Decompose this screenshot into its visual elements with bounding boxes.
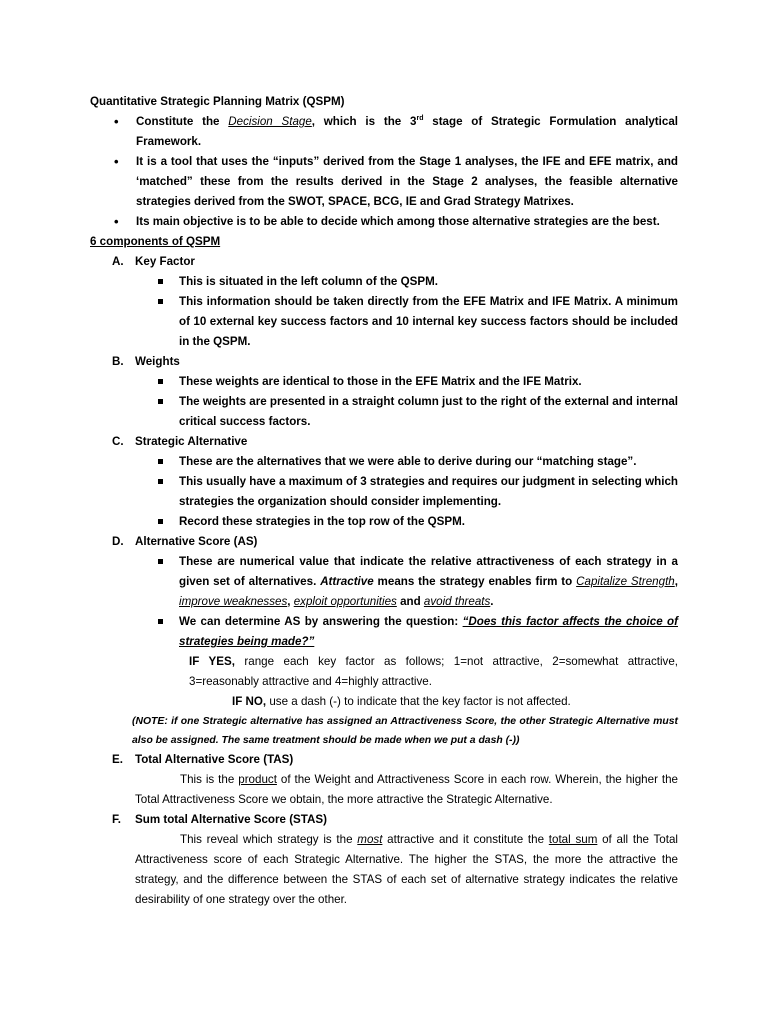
section-a-list xyxy=(90,272,678,352)
section-e-title: Total Alternative Score (TAS) xyxy=(135,753,294,766)
intro-bullet-1-pre: Constitute the xyxy=(136,115,229,128)
d-item1-pre: These are numerical value that indicate the relative attractiveness of each strategy in a given set of alternatives. xyxy=(179,555,678,588)
section-a-letter: A. xyxy=(112,255,124,268)
intro-bullet-2: • It is a tool that uses the “inputs” derived from the Stage 1 analyses, the IFE and EFE matrix, and ‘matched” these from the results derived in the Stage 2 analyses, the feasible alternative strategies derived from the SWOT, SPACE, BCG, IE and Grad Strategy Matrixes. xyxy=(90,152,678,212)
if-yes-a: IF xyxy=(189,655,209,668)
section-e-heading xyxy=(90,750,678,770)
key-question-text: “Does this factor affects the choice of strategies being made?” xyxy=(179,615,678,648)
intro-bullet-1-mid: , which is the 3 xyxy=(311,115,417,128)
section-f-letter: F. xyxy=(112,813,122,826)
section-d-letter: D. xyxy=(112,535,124,548)
e-post: of the Weight and Attractiveness Score in each row. Wherein, the higher the Total Attractiveness Score we obtain, the more attractive the Strategic Alternative. xyxy=(135,773,678,806)
section-a-item: This is situated in the left column of the QSPM. xyxy=(90,272,678,292)
intro-bullet-3: • Its main objective is to be able to decide which among those alternative strategies are the best. xyxy=(90,212,678,232)
attractive-term: Attractive xyxy=(320,575,374,588)
if-yes-b: YES, xyxy=(208,655,235,668)
section-f-paragraph xyxy=(90,830,678,910)
section-f-heading xyxy=(90,810,678,830)
f-pre: This reveal which strategy is the xyxy=(180,833,358,846)
section-e-letter: E. xyxy=(112,753,123,766)
intro-bullet-1-post: stage of Strategic Formulation analytical Framework. xyxy=(136,115,678,148)
f-post: of all the Total Attractiveness score of each Strategic Alternative. The higher the STAS, the more the attractive the strategy, and the difference between the STAS of each set of alternative strategy indicates the relative desirability of one strategy over the other. xyxy=(135,833,678,906)
d-item1-sep1: , xyxy=(674,575,678,588)
if-no-b: use a dash (-) to indicate that the key factor is not affected. xyxy=(266,695,571,708)
section-c-item: Record these strategies in the top row of the QSPM. xyxy=(90,512,678,532)
section-b-list xyxy=(90,372,678,432)
section-a-title: Key Factor xyxy=(135,255,195,268)
section-d-heading xyxy=(90,532,678,552)
d-item1-end: . xyxy=(490,595,494,608)
product-term: product xyxy=(238,773,277,786)
section-c-item: These are the alternatives that we were able to derive during our “matching stage”. xyxy=(90,452,678,472)
section-a-item: This information should be taken directly from the EFE Matrix and IFE Matrix. A minimum of 10 external key success factors and 10 internal key success factors should be included in the QSPM. xyxy=(90,292,678,352)
d-item1-and: and xyxy=(396,595,424,608)
intro-bullet-1 xyxy=(90,112,678,152)
if-no-a: IF NO, xyxy=(232,695,267,708)
section-f-title: Sum total Alternative Score (STAS) xyxy=(135,813,327,826)
intro-list xyxy=(90,112,678,232)
decision-stage-text: Decision Stage xyxy=(228,115,312,128)
section-c-letter: C. xyxy=(112,435,124,448)
section-c-heading xyxy=(90,432,678,452)
ordinal-suffix: rd xyxy=(416,115,424,123)
document-body xyxy=(90,92,678,910)
section-d-item-2 xyxy=(90,612,678,652)
if-yes-rule xyxy=(90,652,678,692)
if-yes-c: range each key factor as follows; 1=not attractive, 2=somewhat attractive, 3=reasonably attractive and 4=highly attractive. xyxy=(189,655,678,688)
capitalize-strength-text: Capitalize Strength xyxy=(576,575,675,588)
e-pre: This is the xyxy=(180,773,239,786)
section-b-title: Weights xyxy=(135,355,180,368)
section-d-title: Alternative Score (AS) xyxy=(135,535,258,548)
if-no-rule xyxy=(90,692,678,712)
d-item1-mid: means the strategy enables firm to xyxy=(373,575,577,588)
f-mid: attractive and it constitute the xyxy=(382,833,549,846)
section-c-title: Strategic Alternative xyxy=(135,435,248,448)
section-b-item: These weights are identical to those in the EFE Matrix and the IFE Matrix. xyxy=(90,372,678,392)
avoid-threats-text: avoid threats xyxy=(423,595,491,608)
exploit-opportunities-text: exploit opportunities xyxy=(293,595,397,608)
d-item1-sep2: , xyxy=(287,595,294,608)
section-c-list xyxy=(90,452,678,532)
improve-weaknesses-text: improve weaknesses xyxy=(179,595,288,608)
attractiveness-note: (NOTE: if one Strategic alternative has assigned an Attractiveness Score, the other Strategic Alternative must also be assigned. The same treatment should be made when we put a dash (-)) xyxy=(132,716,678,746)
total-sum-term: total sum xyxy=(548,833,598,846)
d-item2-pre: We can determine AS by answering the question: xyxy=(179,615,463,628)
page-title: Quantitative Strategic Planning Matrix (QSPM) xyxy=(90,95,345,108)
section-a-heading xyxy=(90,252,678,272)
section-d-item-1 xyxy=(90,552,678,612)
section-c-item: This usually have a maximum of 3 strategies and requires our judgment in selecting which strategies the organization should consider implementing. xyxy=(90,472,678,512)
section-d-list xyxy=(90,552,678,652)
section-b-item: The weights are presented in a straight column just to the right of the external and internal critical success factors. xyxy=(90,392,678,432)
section-b-letter: B. xyxy=(112,355,124,368)
section-e-paragraph xyxy=(90,770,678,810)
most-term: most xyxy=(357,833,383,846)
components-heading: 6 components of QSPM xyxy=(90,235,221,248)
section-b-heading xyxy=(90,352,678,372)
